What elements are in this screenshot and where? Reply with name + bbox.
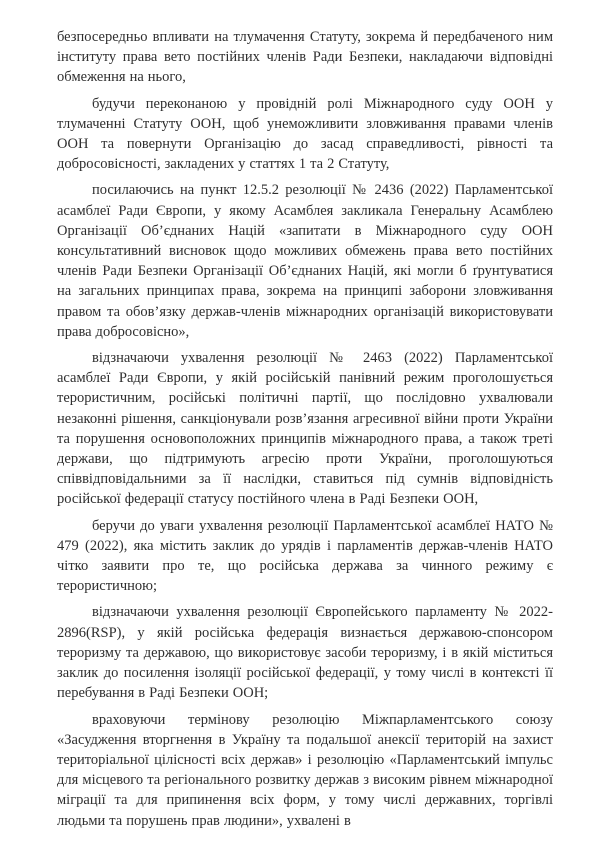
- paragraph: будучи переконаною у провідній ролі Міжнародного суду ООН у тлумаченні Статуту ООН, щоб унеможливити зловживання правами членів ООН та повернути Організацію до засад справедливості, рівності та добросовісності, закладених у статтях 1 та 2 Статуту,: [57, 95, 553, 173]
- paragraph: відзначаючи ухвалення резолюції № 2463 (2022) Парламентської асамблеї Ради Європи, у якій російській панівний режим проголошується терористичним, російські політичні партії, що послідовно ухвалювали незаконні рішення, санкціонували розв’язання агресивної війни проти України та порушення основоположних принципів міжнародного права, а також треті держави, що підтримують агресію проти України, проголошуються співвідповідальними за її наслідки, ставиться під сумнів відповідність російської федерації статусу постійного члена в Раді Безпеки ООН,: [57, 350, 553, 508]
- paragraph: відзначаючи ухвалення резолюції Європейського парламенту № 2022-2896(RSP), у якій російська федерація визнається державою-спонсором тероризму та державою, що використовує засоби тероризму, і в якій міститься заклик до посилення ізоляції російської федерації, у тому числі в контексті її перебування в Раді Безпеки ООН;: [57, 604, 553, 702]
- paragraph: посилаючись на пункт 12.5.2 резолюції № 2436 (2022) Парламентської асамблеї Ради Європи, у якому Асамблея закликала Генеральну Асамблею Організації Об’єднаних Націй «запитати в Міжнародного суду ООН консультативний висновок щодо можливих обмежень права вето постійних членів Ради Безпеки Організації Об’єднаних Націй, які могли б ґрунтуватися на загальних принципах права, зокрема на принципі заборони зловживання правом та обов’язку держав-членів міжнародних організацій використовувати права добросовісно»,: [57, 182, 553, 340]
- paragraph: беручи до уваги ухвалення резолюції Парламентської асамблеї НАТО № 479 (2022), яка містить заклик до урядів і парламентів держав-членів НАТО чітко заявити про те, що російська держава за чинного режиму є терористичною;: [57, 517, 553, 595]
- paragraph-container: [57, 27, 553, 831]
- paragraph: враховуючи термінову резолюцію Міжпарламентського союзу «Засудження вторгнення в Україну та подальшої анексії територій на захист територіальної цілісності всіх держав» і резолюцію «Парламентський імпульс для місцевого та регіонального розвитку держав з високим рівнем міжнародної міграції та для припинення всіх форм, у тому числі державних, торгівлі людьми та порушень прав людини», ухвалені в: [57, 711, 553, 829]
- paragraph: безпосередньо впливати на тлумачення Статуту, зокрема й передбаченого ним інституту права вето постійних членів Ради Безпеки, накладаючи відповідні обмеження на нього,: [57, 29, 553, 86]
